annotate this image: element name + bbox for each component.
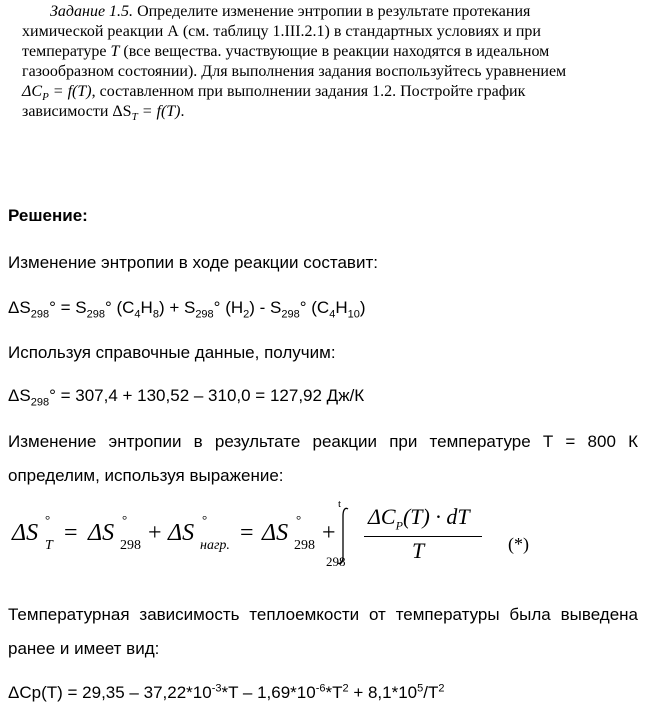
eq-sub: 10 [347,308,360,321]
eq-text: H [335,298,348,317]
eq-text: ° (C [299,298,330,317]
task-var: ΔC [22,83,43,100]
eq-text: *T [325,683,343,702]
paragraph-3-line-1: Изменение энтропии в результате реакции при температуре Т = 800 К [8,432,638,451]
formula-term-2-sub: нагр. [200,538,230,553]
paragraph-3 [8,425,638,493]
task-line-6 [22,102,626,122]
eq-sub: 8 [152,308,159,321]
paragraph-1: Изменение энтропии в ходе реакции составит: [8,253,378,272]
equation-entropy-value [8,386,365,409]
integral-lower-limit: 298 [326,554,346,569]
eq-text: ° (C [104,298,135,317]
eq-text: ° (H [213,298,244,317]
eq-text: ) + S [158,298,196,317]
equation-entropy-sum [8,298,366,321]
eq-text: H [140,298,153,317]
eq-sub: 298 [30,308,50,321]
formula-lhs-sup: ° [45,512,51,527]
task-var: T [110,43,120,60]
formula-plus-1: + [148,520,162,546]
eq-text: /T [423,683,439,702]
formula-term-3: ΔS [262,520,289,546]
formula-equals-1: = [64,520,78,546]
eq-text: ) - S [249,298,282,317]
eq-sub: 298 [195,308,214,321]
eq-sub: 2 [243,308,250,321]
formula-plus-2: + [322,520,336,546]
eq-sup: -3 [211,682,222,695]
eq-sub: 4 [329,308,336,321]
solution-heading: Решение: [8,206,88,225]
formula-term-3-sup: ° [296,512,302,527]
task-text: (все вещества. участвующие в реакции находятся в идеальном [119,43,550,60]
eq-text: ° = S [49,298,87,317]
paragraph-2: Используя справочные данные, получим: [8,343,336,362]
eq-text: ΔCp(T) = 29,35 – 37,22*10 [8,683,212,702]
task-line-4: газообразном состоянии). Для выполнения задания воспользуйтесь уравнением [22,63,567,80]
eq-sup: 5 [417,682,424,695]
numerator-delta-c: ΔC [368,504,396,529]
fraction-bar [364,536,482,537]
task-text: зависимости ΔS [22,103,132,120]
eq-sup: 2 [438,682,445,695]
formula-lhs: ΔS [12,520,39,546]
eq-text: *T – 1,69*10 [221,683,316,702]
task-var: = f(T) [137,103,181,120]
task-text: температуре [22,43,111,60]
equation-heat-capacity [8,683,444,703]
task-line-1 [22,2,626,22]
paragraph-3-line-2: определим, используя выражение: [8,466,284,485]
eq-text: + 8,1*10 [348,683,418,702]
integral-formula [12,498,612,574]
formula-term-2-sup: ° [202,512,208,527]
eq-text: ΔS [8,386,31,405]
eq-sub: 298 [30,396,50,409]
equation-tag: (*) [508,534,529,554]
eq-sup: 2 [342,682,349,695]
task-line-2: химической реакции А (см. таблицу 1.III.2.1) в стандартных условиях и при [22,23,541,40]
paragraph-4 [8,598,638,666]
formula-term-1: ΔS [88,520,115,546]
eq-text: ΔS [8,298,31,317]
eq-sub: 4 [134,308,141,321]
formula-term-3-sub: 298 [294,538,315,553]
integral-upper-limit: t [338,498,342,510]
paragraph-4-line-1: Температурная зависимость теплоемкости от температуры была выведена [8,605,638,624]
formula-term-2: ΔS [168,520,195,546]
task-statement [22,2,626,122]
eq-sup: -6 [315,682,326,695]
eq-text: ° = 307,4 + 130,52 – 310,0 = 127,92 Дж/К [49,386,365,405]
formula-lhs-sub: T [45,538,53,553]
formula-term-1-sup: ° [122,512,128,527]
task-line-3 [22,42,626,62]
task-text: Определите изменение энтропии в результате протекания [133,3,531,20]
task-text: . [180,103,185,120]
fraction-denominator: T [412,538,425,563]
task-label: Задание 1.5. [50,3,134,20]
task-text: , составленном при выполнении задания 1.2. Постройте график [91,83,526,100]
task-sub: T [131,111,138,124]
task-var: = f(T) [48,83,92,100]
eq-sub: 298 [86,308,105,321]
fraction-numerator [368,504,470,533]
eq-text: ) [359,298,366,317]
task-sub: P [42,91,49,104]
formula-term-1-sub: 298 [120,538,141,553]
task-line-5 [22,82,626,102]
formula-equals-2: = [240,520,254,546]
paragraph-4-line-2: ранее и имеет вид: [8,639,160,658]
numerator-sub: P [395,518,403,533]
numerator-rest: (T) · dT [402,504,470,529]
eq-sub: 298 [281,308,300,321]
